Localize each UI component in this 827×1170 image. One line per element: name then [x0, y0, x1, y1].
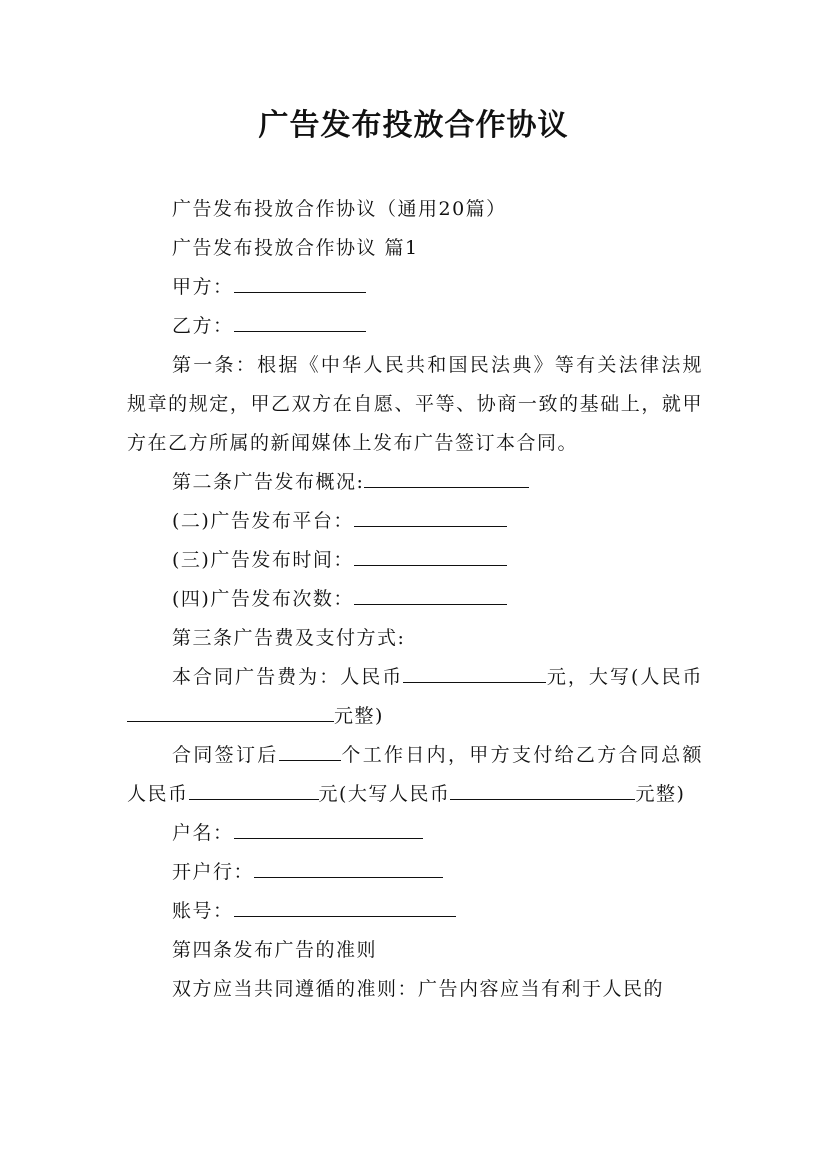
total-amount-blank: [189, 777, 319, 800]
party-b-line: 乙方：: [127, 307, 703, 346]
platform-line: (二)广告发布平台：: [127, 502, 703, 541]
article-3-heading: 第三条广告费及支付方式:: [172, 627, 406, 649]
time-blank: [354, 543, 507, 566]
payment-paragraph: 合同签订后 个工作日内，甲方支付给乙方合同总额人民币 元(大写人民币 元整): [127, 736, 703, 814]
account-number-line: 账号：: [127, 892, 703, 931]
fee-paragraph: 本合同广告费为：人民币 元，大写(人民币元整): [127, 658, 703, 736]
document-title: 广告发布投放合作协议: [258, 108, 569, 143]
account-number-blank: [234, 894, 456, 917]
time-line: (三)广告发布时间：: [127, 541, 703, 580]
fee-amount-blank: [403, 660, 546, 683]
paragraph-subtitle: 广告发布投放合作协议（通用20篇）: [172, 198, 507, 220]
overview-blank: [364, 465, 529, 488]
document-body: [127, 190, 703, 1009]
article-4-text: 双方应当共同遵循的准则：广告内容应当有利于人民的: [172, 978, 665, 1000]
article-1: 第一条：根据《中华人民共和国民法典》等有关法律法规规章的规定，甲乙双方在自愿、平等、协商一致的基础上，就甲方在乙方所属的新闻媒体上发布广告签订本合同。: [127, 354, 703, 454]
paragraph-heading: 广告发布投放合作协议 篇1: [172, 237, 419, 259]
account-name-line: 户名：: [127, 814, 703, 853]
article-4-heading: 第四条发布广告的准则: [172, 939, 378, 961]
count-line: (四)广告发布次数：: [127, 580, 703, 619]
days-blank: [279, 738, 341, 761]
platform-blank: [354, 504, 507, 527]
bank-blank: [254, 855, 443, 878]
fee-uppercase-blank: [127, 699, 334, 722]
party-a-blank: [234, 270, 366, 293]
party-a-line: 甲方：: [127, 268, 703, 307]
account-name-blank: [234, 816, 423, 839]
article-2-heading: 第二条广告发布概况:: [127, 463, 703, 502]
bank-line: 开户行：: [127, 853, 703, 892]
count-blank: [354, 582, 507, 605]
party-b-blank: [234, 309, 366, 332]
total-uppercase-blank: [450, 777, 635, 800]
